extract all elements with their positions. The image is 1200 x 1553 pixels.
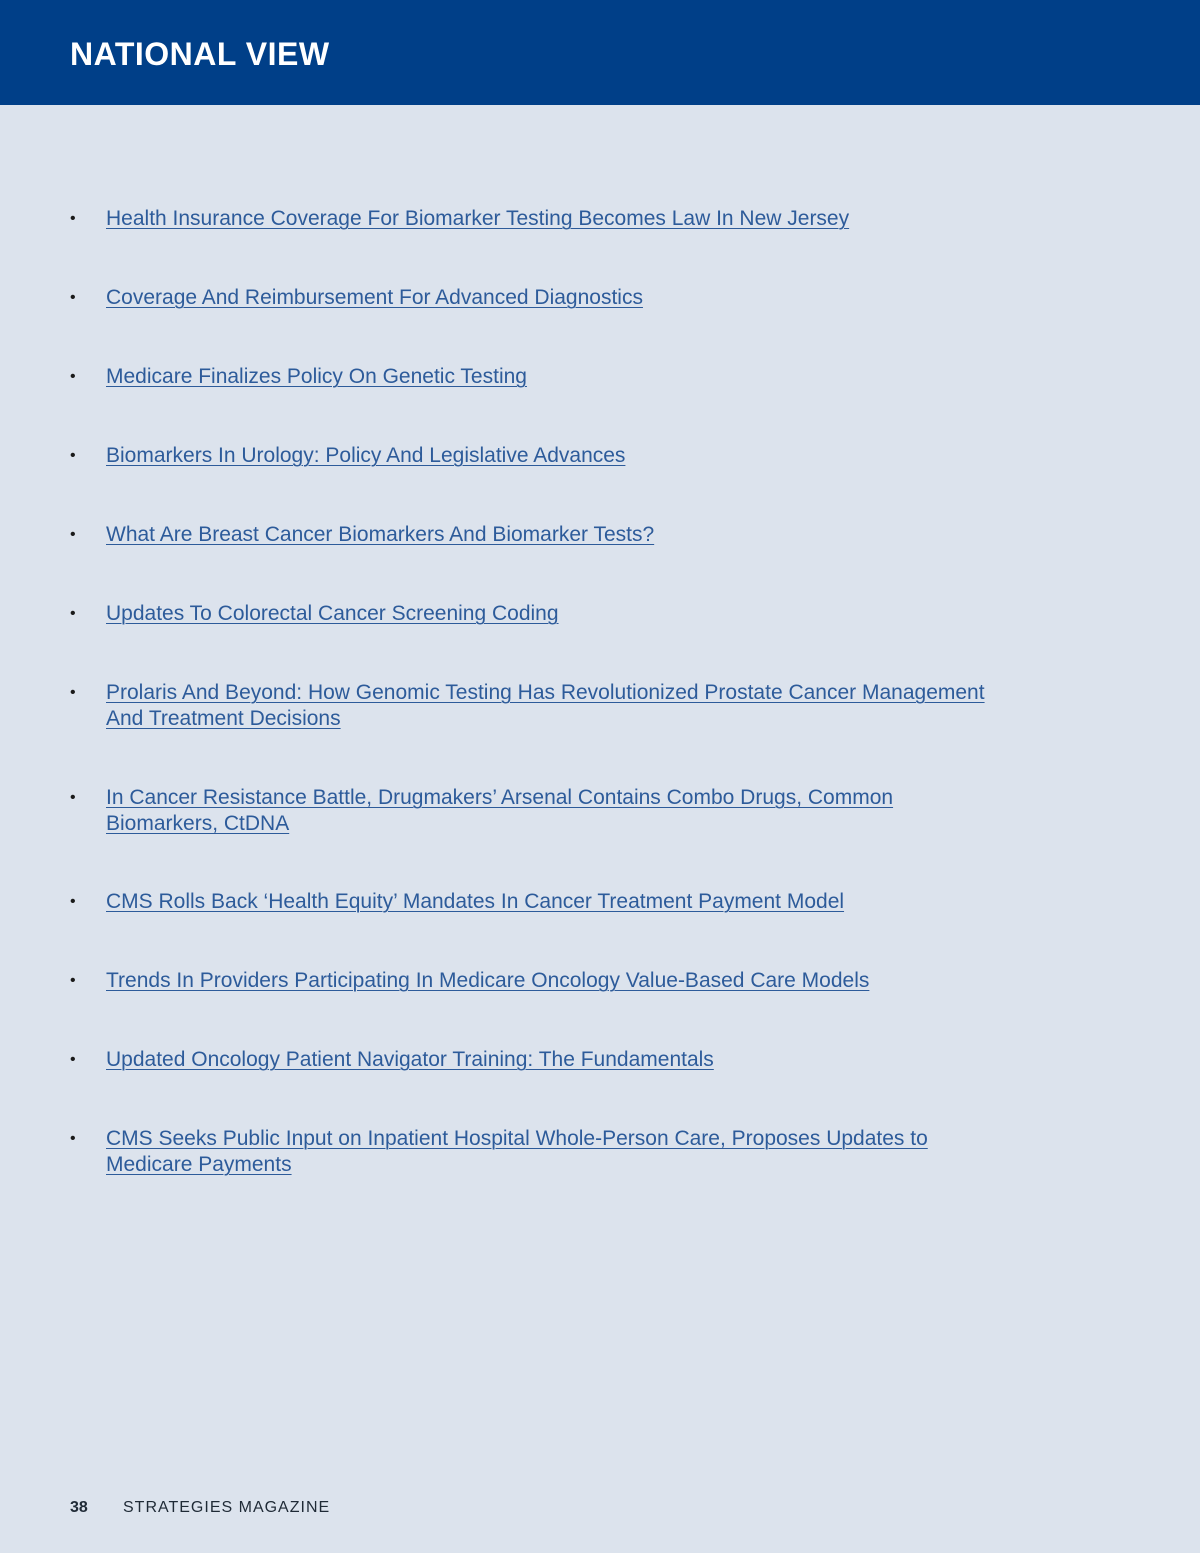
article-link[interactable]: CMS Seeks Public Input on Inpatient Hospital Whole-Person Care, Proposes Updates to Medicare Payments <box>106 1127 928 1176</box>
article-link[interactable]: Prolaris And Beyond: How Genomic Testing Has Revolutionized Prostate Cancer Management And Treatment Decisions <box>106 681 985 730</box>
bullet-icon: • <box>70 289 76 306</box>
bullet-icon: • <box>70 1051 76 1068</box>
bullet-icon: • <box>70 893 76 910</box>
article-link[interactable]: CMS Rolls Back ‘Health Equity’ Mandates In Cancer Treatment Payment Model <box>106 890 845 913</box>
bullet-icon: • <box>70 605 76 622</box>
bullet-icon: • <box>70 684 76 701</box>
article-link[interactable]: In Cancer Resistance Battle, Drugmakers’ Arsenal Contains Combo Drugs, Common Biomarkers, CtDNA <box>106 786 894 835</box>
page-number: 38 <box>70 1499 88 1516</box>
bullet-icon: • <box>70 210 76 227</box>
article-link[interactable]: Health Insurance Coverage For Biomarker Testing Becomes Law In New Jersey <box>106 207 850 230</box>
article-link[interactable]: Updated Oncology Patient Navigator Training: The Fundamentals <box>106 1048 714 1071</box>
section-title: NATIONAL VIEW <box>70 36 330 72</box>
bullet-icon: • <box>70 789 76 806</box>
article-link[interactable]: What Are Breast Cancer Biomarkers And Biomarker Tests? <box>106 523 655 546</box>
article-link[interactable]: Trends In Providers Participating In Medicare Oncology Value-Based Care Models <box>106 969 870 992</box>
section-header <box>0 0 1200 105</box>
article-link[interactable]: Biomarkers In Urology: Policy And Legislative Advances <box>106 444 626 467</box>
article-link[interactable]: Coverage And Reimbursement For Advanced Diagnostics <box>106 286 643 309</box>
bullet-icon: • <box>70 447 76 464</box>
magazine-name: STRATEGIES MAGAZINE <box>123 1499 331 1516</box>
article-link[interactable]: Medicare Finalizes Policy On Genetic Testing <box>106 365 527 388</box>
bullet-icon: • <box>70 1130 76 1147</box>
bullet-icon: • <box>70 526 76 543</box>
article-link[interactable]: Updates To Colorectal Cancer Screening Coding <box>106 602 559 625</box>
bullet-icon: • <box>70 368 76 385</box>
bullet-icon: • <box>70 972 76 989</box>
